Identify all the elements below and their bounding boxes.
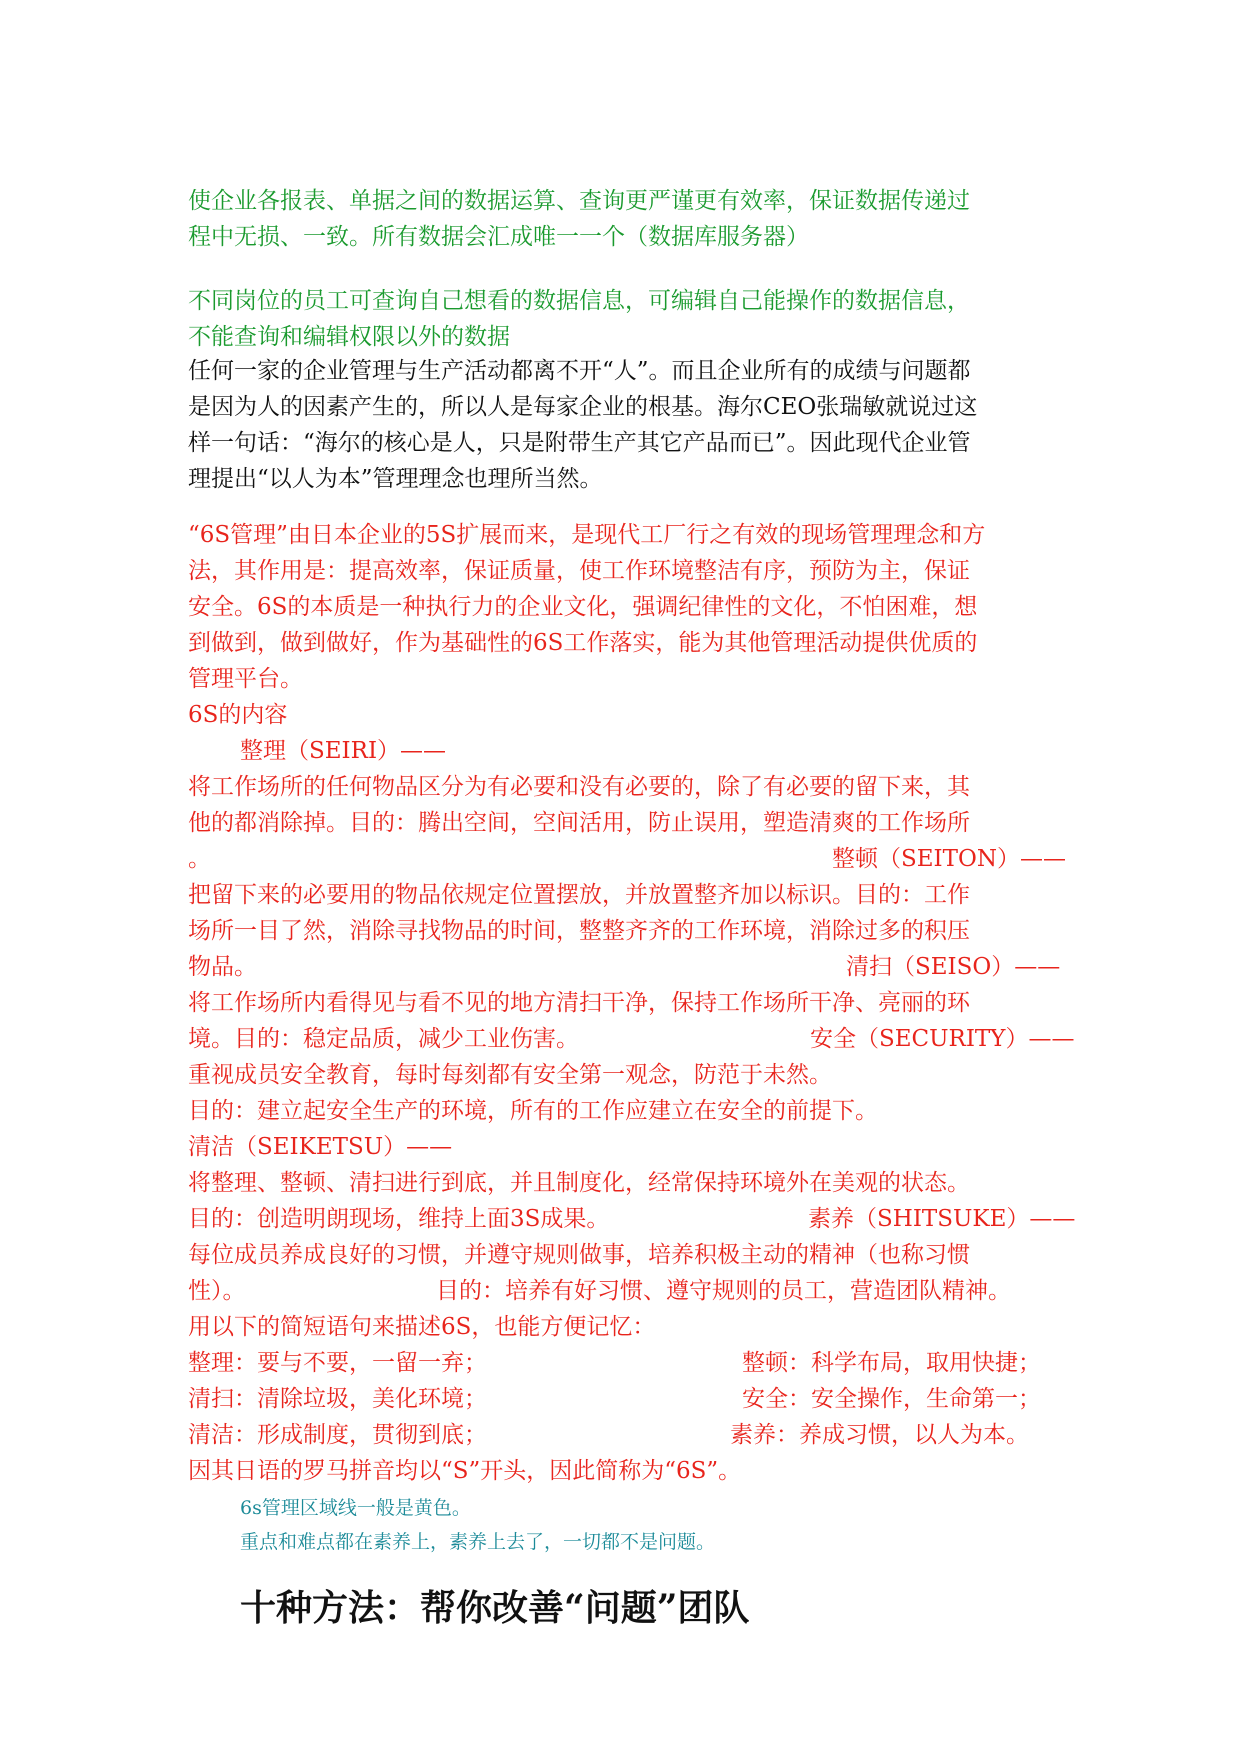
seiton-line-2: 场所一目了然，消除寻找物品的时间，整整齐齐的工作环境，消除过多的积压 xyxy=(188,918,970,944)
seiton-title: 整顿（SEITON）—— xyxy=(832,846,1066,872)
teal-note-2: 重点和难点都在素养上，素养上去了，一切都不是问题。 xyxy=(240,1531,716,1553)
red-intro-line-4: 到做到，做到做好，作为基础性的6S工作落实，能为其他管理活动提供优质的 xyxy=(188,630,978,656)
red-intro-line-1: “6S管理”由日本企业的5S扩展而来，是现代工厂行之有效的现场管理理念和方 xyxy=(188,522,986,548)
seiketsu-title: 清洁（SEIKETSU）—— xyxy=(188,1134,453,1160)
seiketsu-line-1: 将整理、整顿、清扫进行到底，并且制度化，经常保持环境外在美观的状态。 xyxy=(188,1170,970,1196)
seiri-line-2: 他的都消除掉。目的：腾出空间，空间活用，防止误用，塑造清爽的工作场所 xyxy=(188,810,970,836)
mnemonic-1-left: 整理：要与不要，一留一弃； xyxy=(188,1350,487,1376)
teal-note-1: 6s管理区域线一般是黄色。 xyxy=(240,1497,471,1519)
seiton-end: 物品。 xyxy=(188,954,257,980)
seiso-line-1: 将工作场所内看得见与看不见的地方清扫干净，保持工作场所干净、亮丽的环 xyxy=(188,990,970,1016)
security-line-2: 目的：建立起安全生产的环境，所有的工作应建立在安全的前提下。 xyxy=(188,1098,878,1124)
red-intro-line-2: 法，其作用是：提高效率，保证质量，使工作环境整洁有序，预防为主，保证 xyxy=(188,558,970,584)
red-intro-line-5: 管理平台。 xyxy=(188,666,303,692)
security-title: 安全（SECURITY）—— xyxy=(810,1026,1075,1052)
red-intro-line-3: 安全。6S的本质是一种执行力的企业文化，强调纪律性的文化，不怕困难，想 xyxy=(188,594,978,620)
shitsuke-end-right: 目的：培养有好习惯、遵守规则的员工，营造团队精神。 xyxy=(436,1278,1011,1304)
seiri-line-1: 将工作场所的任何物品区分为有必要和没有必要的，除了有必要的留下来，其 xyxy=(188,774,970,800)
seiso-title: 清扫（SEISO）—— xyxy=(846,954,1061,980)
green-paragraph-2-line-1: 不同岗位的员工可查询自己想看的数据信息，可编辑自己能操作的数据信息， xyxy=(188,288,970,314)
shitsuke-line-1: 每位成员养成良好的习惯，并遵守规则做事，培养积极主动的精神（也称习惯 xyxy=(188,1242,970,1268)
mnemonic-2-left: 清扫：清除垃圾，美化环境； xyxy=(188,1386,487,1412)
seiri-title: 整理（SEIRI）—— xyxy=(240,738,447,764)
mnemonic-1-right: 整顿：科学布局，取用快捷； xyxy=(742,1350,1041,1376)
naming-note: 因其日语的罗马拼音均以“S”开头，因此简称为“6S”。 xyxy=(188,1458,742,1484)
mnemonic-3-left: 清洁：形成制度，贯彻到底； xyxy=(188,1422,487,1448)
seiso-end: 境。目的：稳定品质，减少工业伤害。 xyxy=(188,1026,579,1052)
mnemonic-intro: 用以下的简短语句来描述6S，也能方便记忆： xyxy=(188,1314,656,1340)
seiketsu-end: 目的：创造明朗现场，维持上面3S成果。 xyxy=(188,1206,610,1232)
green-paragraph-1-line-1: 使企业各报表、单据之间的数据运算、查询更严谨更有效率，保证数据传递过 xyxy=(188,188,970,214)
content-title: 6S的内容 xyxy=(188,702,288,728)
security-line-1: 重视成员安全教育，每时每刻都有安全第一观念，防范于未然。 xyxy=(188,1062,832,1088)
green-paragraph-2-line-2: 不能查询和编辑权限以外的数据 xyxy=(188,324,510,350)
black-paragraph-line-2: 是因为人的因素产生的，所以人是每家企业的根基。海尔CEO张瑞敏就说过这 xyxy=(188,394,978,420)
seiri-end: 。 xyxy=(188,846,211,872)
section-heading: 十种方法：帮你改善“问题”团队 xyxy=(240,1587,750,1629)
black-paragraph-line-3: 样一句话：“海尔的核心是人，只是附带生产其它产品而已”。因此现代企业管 xyxy=(188,430,971,456)
mnemonic-2-right: 安全：安全操作，生命第一； xyxy=(742,1386,1041,1412)
green-paragraph-1-line-2: 程中无损、一致。所有数据会汇成唯一一个（数据库服务器） xyxy=(188,224,809,250)
black-paragraph-line-4: 理提出“以人为本”管理理念也理所当然。 xyxy=(188,466,603,492)
mnemonic-3-right: 素养：养成习惯，以人为本。 xyxy=(730,1422,1029,1448)
shitsuke-title: 素养（SHITSUKE）—— xyxy=(808,1206,1076,1232)
black-paragraph-line-1: 任何一家的企业管理与生产活动都离不开“人”。而且企业所有的成绩与问题都 xyxy=(188,358,971,384)
shitsuke-end-left: 性）。 xyxy=(188,1278,246,1304)
seiton-line-1: 把留下来的必要用的物品依规定位置摆放，并放置整齐加以标识。目的：工作 xyxy=(188,882,970,908)
